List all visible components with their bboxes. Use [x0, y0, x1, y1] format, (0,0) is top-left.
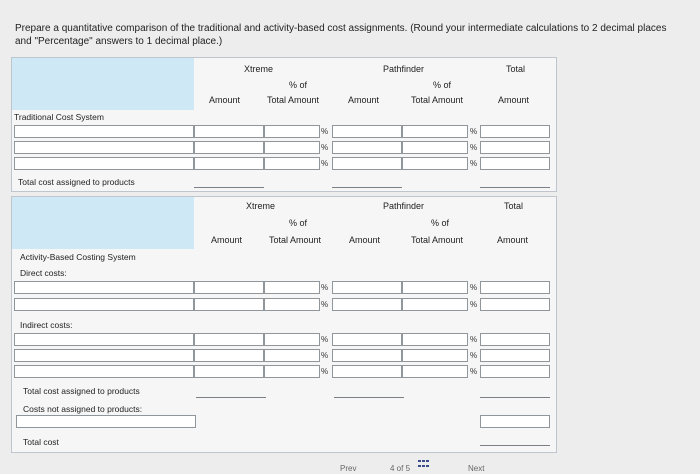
xtreme-header: Xtreme: [246, 201, 276, 211]
header-band: [12, 197, 194, 249]
total-amount-input[interactable]: [480, 365, 550, 378]
line-item-field[interactable]: [14, 333, 194, 346]
pathfinder-pct-of-header: % of: [431, 218, 450, 228]
xtreme-pct-of-header: % of: [289, 218, 308, 228]
percent-symbol: %: [321, 143, 329, 152]
percent-symbol: %: [321, 127, 329, 136]
xtreme-amount-input[interactable]: [194, 141, 264, 154]
xtreme-percent-input[interactable]: [264, 365, 320, 378]
page-indicator: 4 of 5: [390, 464, 411, 473]
xtreme-percent-input[interactable]: [264, 333, 320, 346]
percent-symbol: %: [470, 127, 478, 136]
total-header: Total: [504, 201, 524, 211]
xtreme-amount-input[interactable]: [194, 365, 264, 378]
pathfinder-percent-input[interactable]: [402, 298, 468, 311]
pathfinder-header: Pathfinder: [383, 201, 425, 211]
total-cost-assigned-label: Total cost assigned to products: [23, 386, 140, 396]
pathfinder-amount-header: Amount: [349, 235, 381, 245]
total-cost-assigned-label: Total cost assigned to products: [18, 177, 135, 187]
abc-system-label: Activity-Based Costing System: [20, 252, 136, 262]
pathfinder-amount-input[interactable]: [332, 141, 402, 154]
xtreme-total-amount-header: Total Amount: [269, 235, 322, 245]
pathfinder-percent-input[interactable]: [402, 349, 468, 362]
line-item-field[interactable]: [14, 365, 194, 378]
total-line: [332, 187, 402, 188]
total-cost-label: Total cost: [23, 437, 59, 447]
line-item-field[interactable]: [14, 349, 194, 362]
pathfinder-percent-input[interactable]: [402, 365, 468, 378]
xtreme-amount-input[interactable]: [194, 125, 264, 138]
pathfinder-amount-input[interactable]: [332, 365, 402, 378]
xtreme-percent-input[interactable]: [264, 157, 320, 170]
line-item-field[interactable]: [14, 125, 194, 138]
next-button[interactable]: Next: [468, 464, 485, 473]
percent-symbol: %: [470, 143, 478, 152]
pathfinder-amount-input[interactable]: [332, 281, 402, 294]
total-line: [480, 397, 550, 398]
total-line: [334, 397, 404, 398]
pathfinder-percent-input[interactable]: [402, 333, 468, 346]
total-line: [480, 187, 550, 188]
percent-symbol: %: [321, 351, 329, 360]
pathfinder-percent-input[interactable]: [402, 281, 468, 294]
costs-not-assigned-label: Costs not assigned to products:: [23, 404, 143, 414]
line-item-field[interactable]: [14, 298, 194, 311]
xtreme-percent-input[interactable]: [264, 349, 320, 362]
xtreme-amount-header: Amount: [209, 95, 241, 105]
percent-symbol: %: [470, 283, 478, 292]
pathfinder-amount-input[interactable]: [332, 298, 402, 311]
costs-not-assigned-field[interactable]: [16, 415, 196, 428]
pathfinder-percent-input[interactable]: [402, 157, 468, 170]
line-item-field[interactable]: [14, 157, 194, 170]
percent-symbol: %: [470, 351, 478, 360]
pathfinder-amount-input[interactable]: [332, 157, 402, 170]
direct-costs-label: Direct costs:: [20, 268, 67, 278]
pathfinder-percent-input[interactable]: [402, 125, 468, 138]
percent-symbol: %: [470, 300, 478, 309]
percent-symbol: %: [470, 335, 478, 344]
costs-not-assigned-total-input[interactable]: [480, 415, 550, 428]
total-cost-line: [480, 445, 550, 446]
pathfinder-total-amount-header: Total Amount: [411, 235, 464, 245]
percent-symbol: %: [470, 367, 478, 376]
xtreme-total-amount-header: Total Amount: [267, 95, 320, 105]
percent-symbol: %: [321, 335, 329, 344]
xtreme-amount-input[interactable]: [194, 298, 264, 311]
pathfinder-amount-header: Amount: [348, 95, 380, 105]
percent-symbol: %: [321, 159, 329, 168]
percent-symbol: %: [470, 159, 478, 168]
line-item-field[interactable]: [14, 141, 194, 154]
traditional-cost-label: Traditional Cost System: [14, 112, 104, 122]
xtreme-amount-input[interactable]: [194, 281, 264, 294]
xtreme-percent-input[interactable]: [264, 298, 320, 311]
total-amount-input[interactable]: [480, 333, 550, 346]
xtreme-amount-input[interactable]: [194, 333, 264, 346]
indirect-costs-label: Indirect costs:: [20, 320, 73, 330]
grid-icon[interactable]: [418, 460, 428, 468]
pathfinder-amount-input[interactable]: [332, 349, 402, 362]
line-item-field[interactable]: [14, 281, 194, 294]
percent-symbol: %: [321, 367, 329, 376]
total-line: [194, 187, 264, 188]
percent-symbol: %: [321, 283, 329, 292]
pathfinder-amount-input[interactable]: [332, 125, 402, 138]
xtreme-percent-input[interactable]: [264, 125, 320, 138]
pathfinder-pct-of-header: % of: [433, 80, 452, 90]
total-amount-input[interactable]: [480, 141, 550, 154]
total-amount-input[interactable]: [480, 281, 550, 294]
header-band: [12, 58, 194, 110]
total-line: [196, 397, 266, 398]
xtreme-amount-header: Amount: [211, 235, 243, 245]
total-amount-input[interactable]: [480, 298, 550, 311]
xtreme-amount-input[interactable]: [194, 157, 264, 170]
total-amount-input[interactable]: [480, 157, 550, 170]
abc-cost-table: [11, 196, 557, 453]
pathfinder-amount-input[interactable]: [332, 333, 402, 346]
total-amount-input[interactable]: [480, 349, 550, 362]
xtreme-percent-input[interactable]: [264, 141, 320, 154]
traditional-cost-table: [11, 57, 557, 192]
instructions-text: Prepare a quantitative comparison of the traditional and activity-based cost assignments. (Round your intermediate calculations to 2 decimal places and "Percentage" answers to 1 decimal place.): [15, 23, 667, 47]
prev-button[interactable]: Prev: [340, 464, 357, 473]
percent-symbol: %: [321, 300, 329, 309]
total-amount-header: Amount: [497, 235, 529, 245]
xtreme-header: Xtreme: [244, 64, 274, 74]
total-header: Total: [506, 64, 526, 74]
pathfinder-total-amount-header: Total Amount: [411, 95, 464, 105]
xtreme-amount-input[interactable]: [194, 349, 264, 362]
total-amount-header: Amount: [498, 95, 530, 105]
xtreme-pct-of-header: % of: [289, 80, 308, 90]
pathfinder-percent-input[interactable]: [402, 141, 468, 154]
pathfinder-header: Pathfinder: [383, 64, 425, 74]
total-amount-input[interactable]: [480, 125, 550, 138]
xtreme-percent-input[interactable]: [264, 281, 320, 294]
